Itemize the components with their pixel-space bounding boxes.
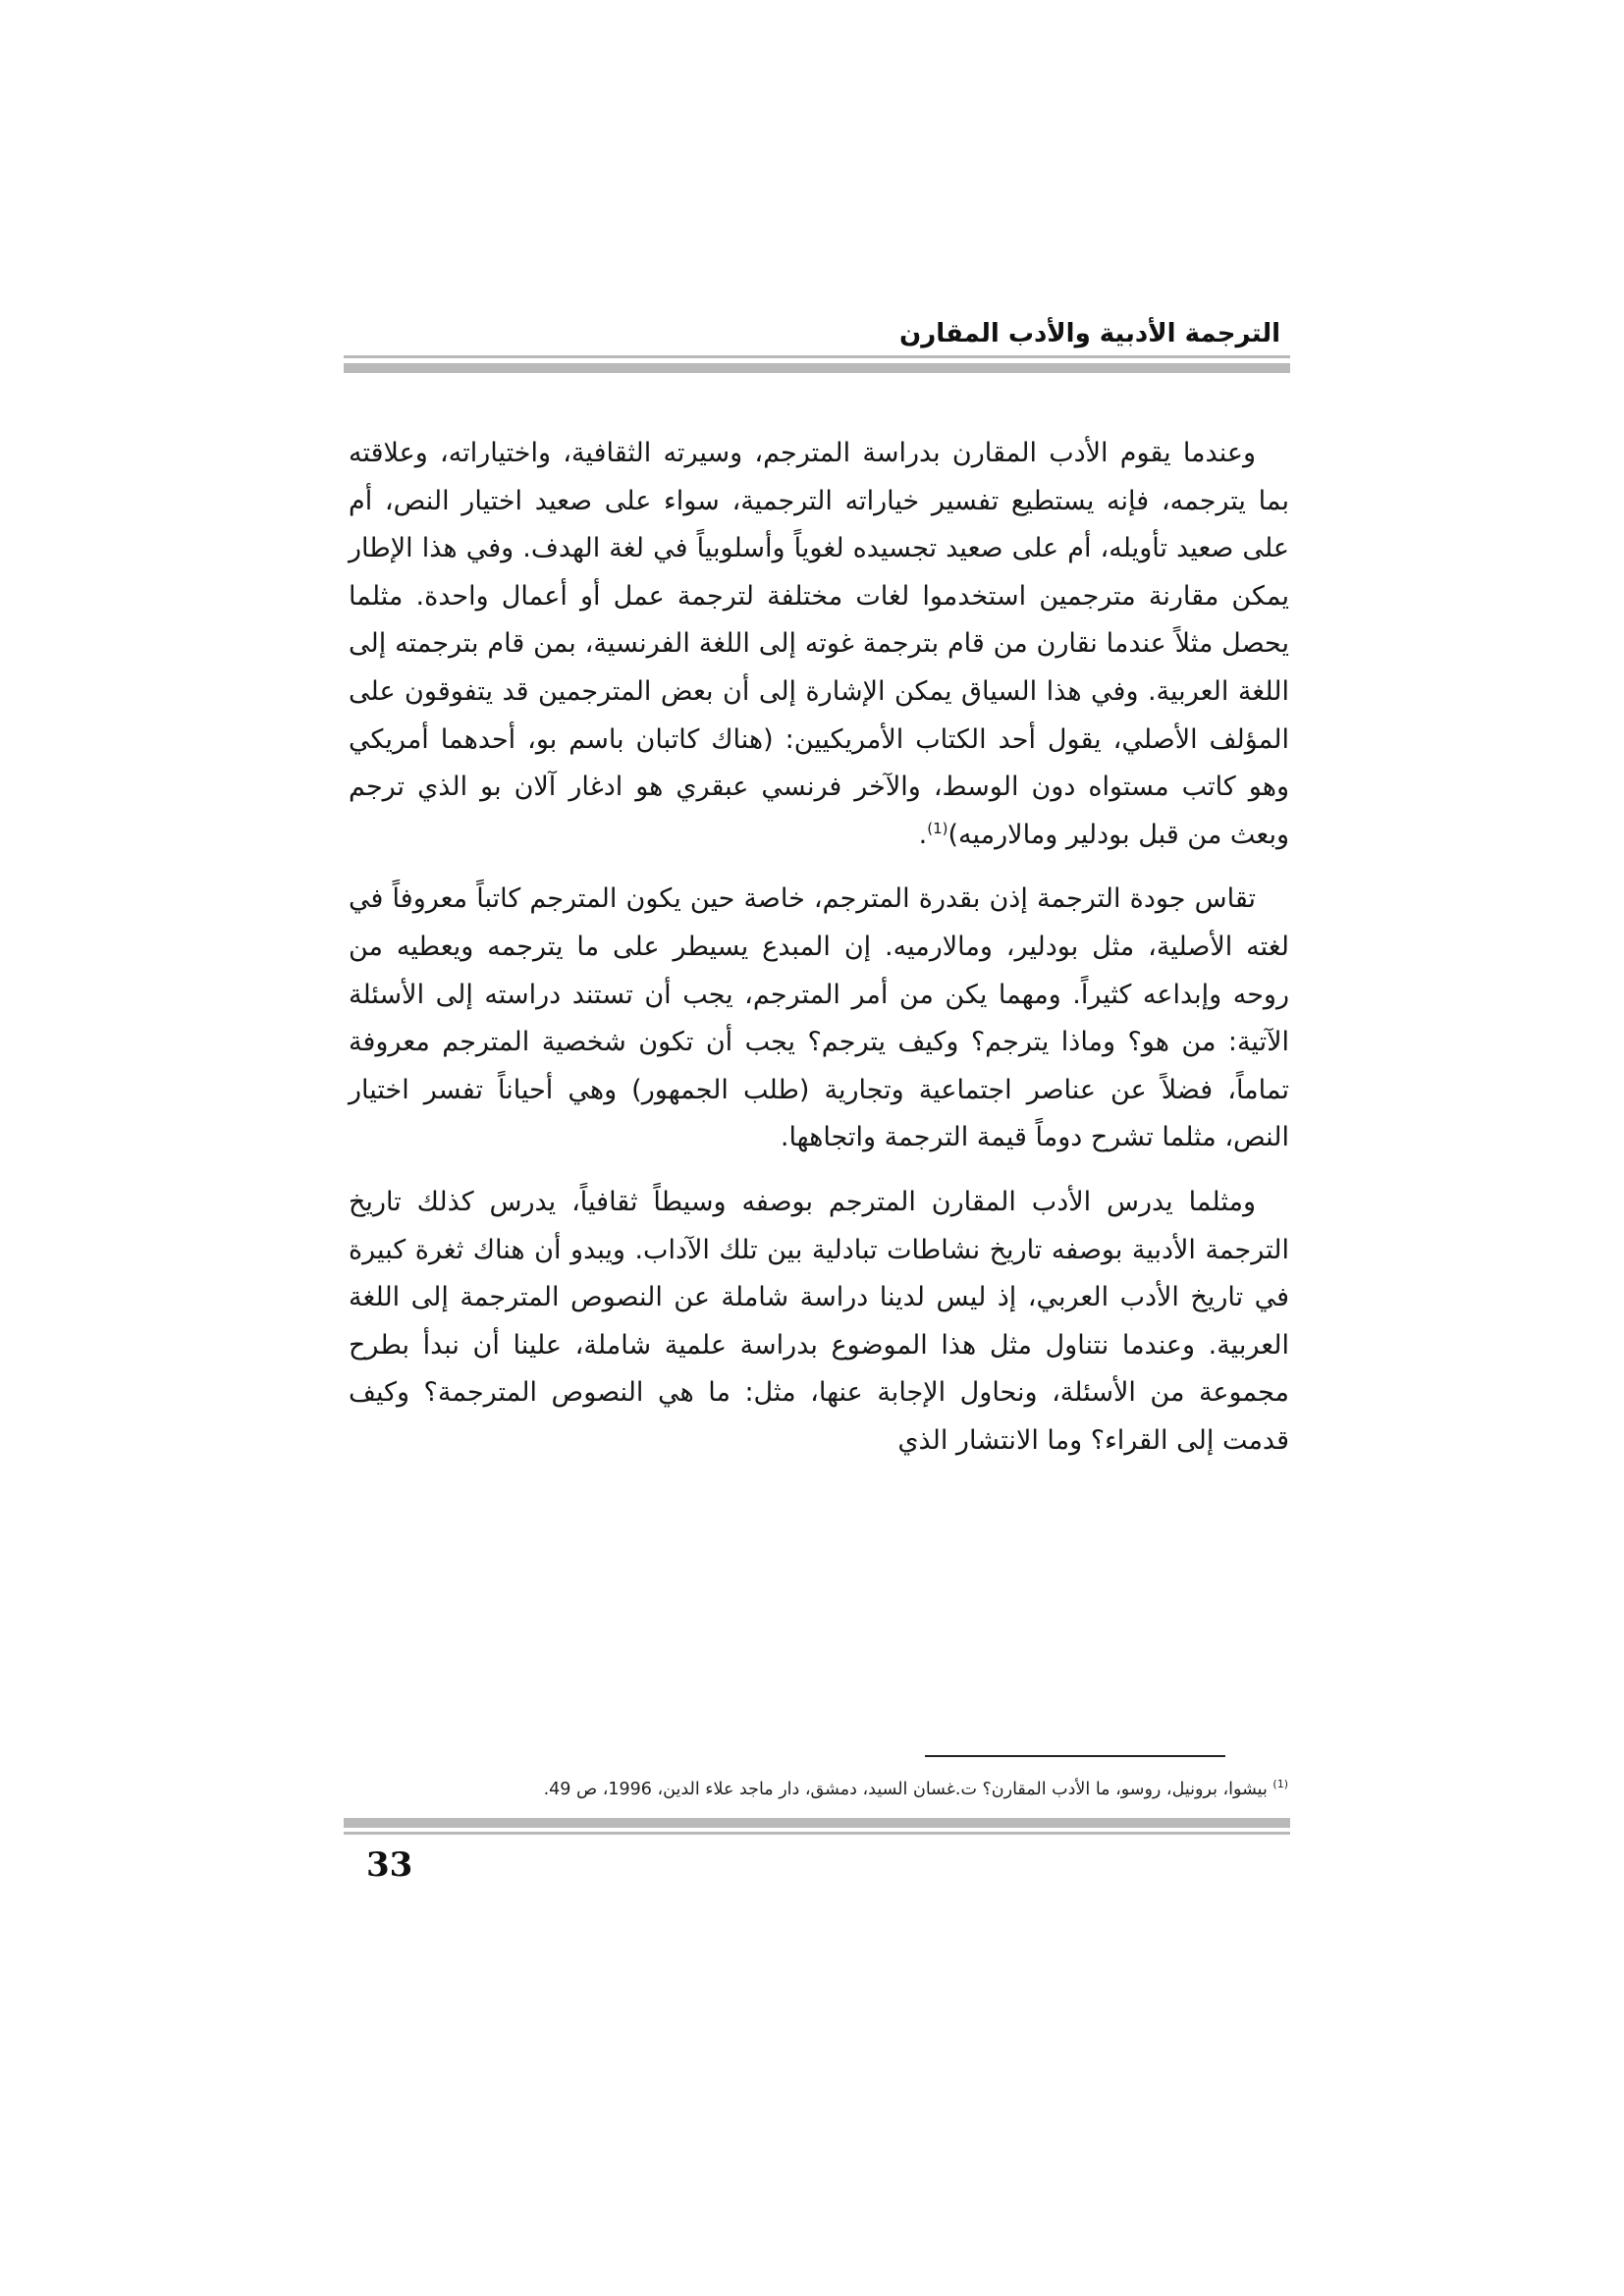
running-header-title: الترجمة الأدبية والأدب المقارن [899, 319, 1280, 348]
paragraph-1-text: وعندما يقوم الأدب المقارن بدراسة المترجم، وسيرته الثقافية، واختياراته، وعلاقته بما يترجمه، فإنه يستطيع تفسير خياراته الترجمية، سواء على صعيد اختيار النص، أم على صعيد تأويله، أم على صعيد تجسيده لغوياً وأسلوبياً في لغة الهدف. وفي هذا الإطار يمكن مقارنة مترجمين استخدموا لغات مختلفة لترجمة عمل أو أعمال واحدة. مثلما يحصل مثلاً عندما نقارن من قام بترجمة غوته إلى اللغة الفرنسية، بمن قام بترجمته إلى اللغة العربية. وفي هذا السياق يمكن الإشارة إلى أن بعض المترجمين قد يتفوقون على المؤلف الأصلي، يقول أحد الكتاب الأمريكيين: (هناك كاتبان باسم بو، أحدهما أمريكي وهو كاتب مستواه دون الوسط، والآخر فرنسي عبقري هو ادغار آلان بو الذي ترجم وبعث من قبل بودلير ومالارميه) [349, 438, 1289, 850]
footnote-marker: (1) [1272, 1778, 1288, 1791]
paragraph-1 [349, 430, 1289, 859]
header-rule-thin [344, 355, 1290, 358]
paragraph-3: ومثلما يدرس الأدب المقارن المترجم بوصفه وسيطاً ثقافياً، يدرس كذلك تاريخ الترجمة الأدبية بوصفه تاريخ نشاطات تبادلية بين تلك الآداب. ويبدو أن هناك ثغرة كبيرة في تاريخ الأدب العربي، إذ ليس لدينا دراسة شاملة عن النصوص المترجمة إلى اللغة العربية. وعندما نتناول مثل هذا الموضوع بدراسة علمية شاملة، علينا أن نبدأ بطرح مجموعة من الأسئلة، ونحاول الإجابة عنها، مثل: ما هي النصوص المترجمة؟ وكيف قدمت إلى القراء؟ وما الانتشار الذي [349, 1186, 1289, 1456]
page-number: 33 [366, 1845, 413, 1885]
footnote-separator [925, 1755, 1225, 1757]
footnote-reference: (1) [927, 819, 948, 837]
footer-rule-thin [344, 1832, 1290, 1835]
footnote-text: بيشوا، برونيل، روسو، ما الأدب المقارن؟ ت.غسان السيد، دمشق، دار ماجد علاء الدين، 1996، ص 49. [543, 1780, 1268, 1799]
paragraph-1-end: . [918, 819, 928, 850]
footer-rule-thick [344, 1818, 1290, 1828]
paragraph-2: تقاس جودة الترجمة إذن بقدرة المترجم، خاصة حين يكون المترجم كاتباً معروفاً في لغته الأصلية، مثل بودلير، ومالارميه. إن المبدع يسيطر على ما يترجمه ويعطيه من روحه وإبداعه كثيراً. ومهما يكن من أمر المترجم، يجب أن تستند دراسته إلى الأسئلة الآتية: من هو؟ وماذا يترجم؟ وكيف يترجم؟ يجب أن تكون شخصية المترجم معروفة تماماً، فضلاً عن عناصر اجتماعية وتجارية (طلب الجمهور) وهي أحياناً تفسر اختيار النص، مثلما تشرح دوماً قيمة الترجمة واتجاهها. [349, 883, 1289, 1153]
header-rule-thick [344, 363, 1290, 373]
footnote [544, 1777, 1288, 1802]
body-text [349, 430, 1289, 1481]
